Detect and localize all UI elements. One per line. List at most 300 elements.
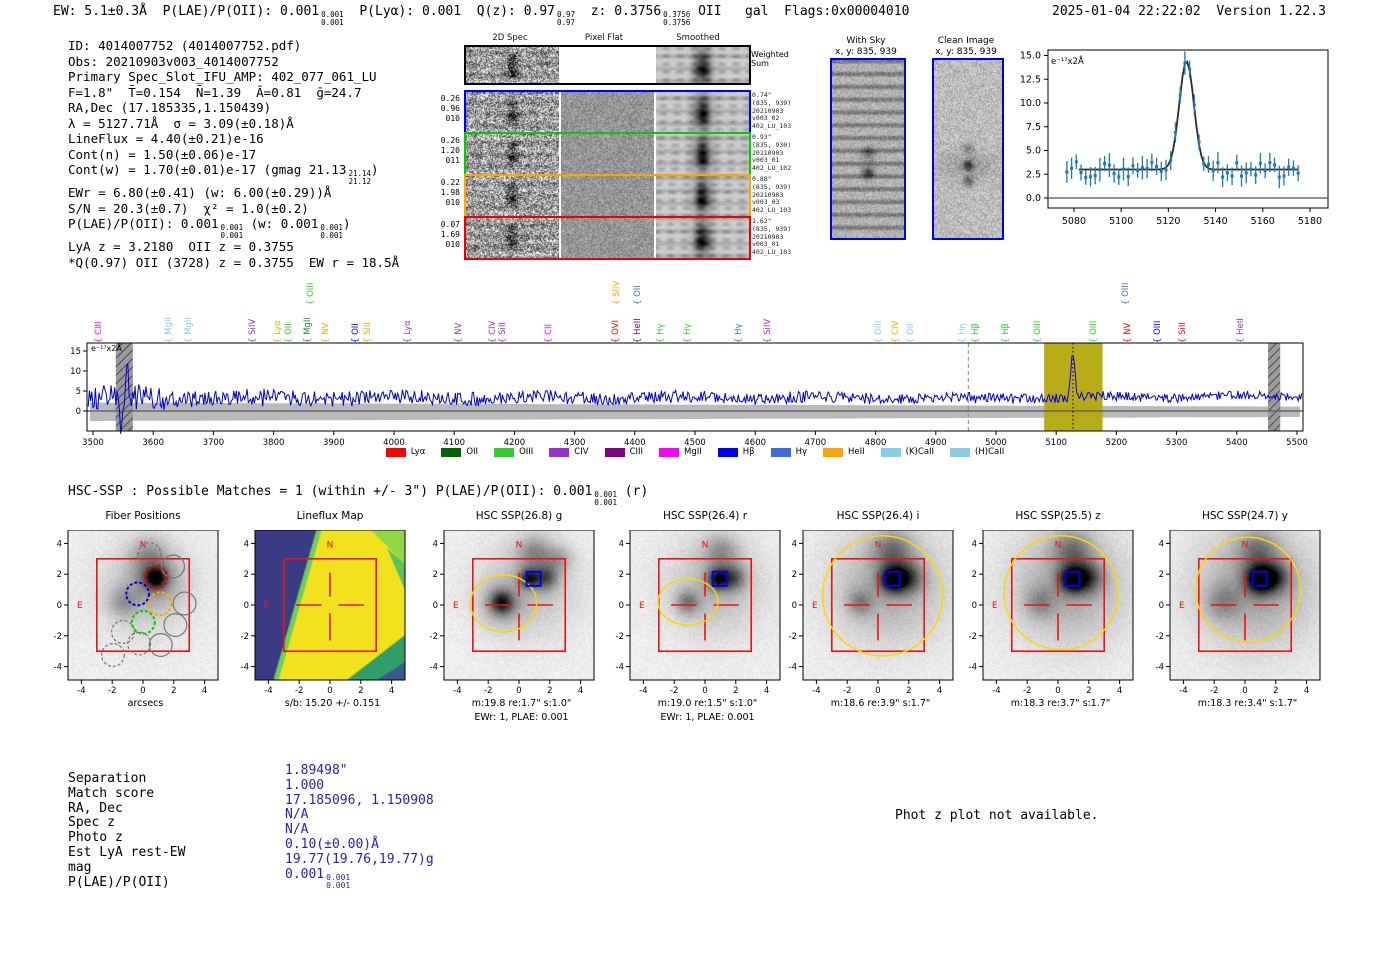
y-tick-label: 2 [618, 570, 624, 581]
y-tick-label: 4 [791, 539, 797, 550]
spectral-line-label: { OIII [1152, 320, 1163, 343]
data-point [1283, 174, 1286, 177]
compass-north: N [1241, 540, 1249, 551]
x-tick-label: -4 [264, 686, 273, 696]
compass-north: N [1054, 540, 1062, 551]
y-axis-unit: e⁻¹⁷x2Å [91, 344, 122, 353]
spec2d-strip [464, 132, 751, 176]
spectral-line-label: { CIII [94, 321, 105, 343]
data-point [1264, 169, 1267, 172]
spectral-line-label: { SiII [497, 322, 508, 343]
cleanimage-title: Clean Image x, y: 835, 939 [935, 36, 997, 57]
y-tick-label: 2 [432, 570, 438, 581]
y-tick-label: -4 [53, 662, 62, 673]
y-tick-label: 2.5 [1025, 169, 1041, 181]
lower-value: 21.12 [348, 176, 372, 186]
legend-swatch [494, 448, 514, 457]
upper-value: 0.001 [594, 490, 617, 499]
data-point [1089, 175, 1092, 178]
y-tick-label: -4 [788, 662, 797, 673]
y-tick-label: 5.0 [1025, 145, 1041, 157]
gaussian-fit-curve [1079, 62, 1299, 170]
strip-left-labels: 0.26 0.96 010 [440, 94, 460, 123]
data-point [1150, 161, 1153, 164]
match-row-value [285, 838, 434, 853]
spectral-line-label: { MgII [302, 317, 313, 343]
x-tick-label: 4200 [503, 438, 526, 448]
text-segment: F=1.8" T̄=0.154 N̄=1.39 Ā=0.81 ḡ=24.7 [68, 84, 362, 100]
data-point [1268, 161, 1271, 164]
strip-right-labels: 0.74" (835, 939) 20210903 v003_02 402_LU_103 [752, 91, 792, 131]
text-segment: S/N = 20.3(±0.7) χ² = 1.0(±0.2) [68, 200, 309, 216]
match-row-value [285, 808, 434, 823]
catalog-match-box [1253, 572, 1267, 586]
cutout-title: Lineflux Map [296, 510, 364, 522]
spectral-line-label: { MgII [163, 317, 174, 343]
y-tick-label: 0 [1158, 601, 1164, 611]
strip-pixelflat-image [561, 47, 654, 83]
x-tick-label: -2 [294, 686, 304, 696]
legend-item [823, 447, 865, 457]
x-tick-label: -4 [992, 686, 1001, 696]
info-line [68, 100, 399, 116]
data-point [1245, 171, 1248, 174]
strip-pixelflat-image [561, 218, 654, 258]
x-tick-label: -4 [453, 686, 462, 696]
y-tick-label: 4 [971, 539, 977, 550]
compass-north: N [874, 540, 882, 551]
text-segment: EWr = 6.80(±0.41) (w: 6.00(±0.29))Å [68, 185, 332, 200]
data-point [1165, 168, 1168, 171]
match-row-label: Spec z [68, 815, 115, 831]
x-tick-label: 2 [358, 686, 364, 696]
y-tick-label: 4 [1158, 539, 1164, 550]
data-point [1254, 174, 1257, 177]
stacked-uncertainty [320, 224, 343, 239]
x-tick-label: -4 [812, 686, 821, 696]
data-point [1179, 94, 1182, 97]
data-point [1193, 103, 1196, 106]
y-tick-label: 4 [243, 539, 249, 550]
x-tick-label: 4 [577, 686, 584, 696]
x-tick-label: 4 [201, 686, 208, 696]
spectral-line-label: { Lyα [272, 320, 283, 343]
x-tick-label: 4900 [924, 438, 947, 448]
x-tick-label: 5300 [1165, 438, 1188, 448]
cutout-panel [424, 510, 619, 725]
upper-value: 0.001 [321, 10, 344, 19]
match-row-value [285, 794, 434, 809]
spectral-line-label: { OIII [1033, 320, 1044, 343]
y-tick-label: 0.0 [1025, 193, 1041, 204]
stacked-uncertainty [348, 170, 371, 185]
strip-2dspec-image [466, 176, 559, 216]
text-segment: (r) [616, 484, 649, 499]
legend-swatch [386, 448, 406, 457]
y-tick-label: 2 [1158, 570, 1164, 581]
strip-right-labels: 0.88" (835, 939) 20210903 v003_03 402_LU_103 [752, 175, 792, 215]
y-axis-unit: e⁻¹⁷x2Å [1051, 57, 1084, 67]
data-point [1141, 166, 1144, 169]
spectral-line-label: { SiIV [248, 318, 259, 343]
spectral-line-label: { OII [906, 323, 917, 343]
fiber-circle [132, 611, 155, 634]
x-tick-label: 0 [875, 686, 881, 696]
x-tick-label: -2 [842, 686, 852, 696]
spectral-line-label: { CIV [487, 320, 498, 343]
legend-swatch [441, 448, 461, 457]
cutout-title: HSC SSP(26.4) r [662, 510, 748, 522]
x-tick-label: 0 [327, 686, 333, 696]
spectral-line-label: { NV [1122, 322, 1133, 343]
legend-item [494, 447, 533, 457]
x-tick-label: 5100 [1045, 438, 1068, 448]
x-tick-label: -4 [639, 686, 648, 696]
text-segment: 0.001 [285, 866, 325, 882]
cutout-panel [783, 510, 978, 725]
strip-left-labels: 0.26 1.20 011 [440, 136, 460, 165]
y-tick-label: -2 [788, 631, 797, 642]
x-tick-label: 0 [1242, 686, 1248, 696]
x-tick-label: 5180 [1297, 216, 1323, 227]
catalog-match-box [713, 572, 727, 586]
match-table-labels [68, 772, 185, 890]
legend-item [386, 447, 426, 457]
y-tick-label: -4 [429, 662, 438, 673]
spectral-line-label: { Hγ [655, 323, 666, 343]
data-point [1202, 162, 1205, 165]
info-line [68, 69, 399, 85]
spectral-line-label: { CIV [891, 320, 902, 343]
data-point [1155, 165, 1158, 168]
text-segment: P(LAE)/P(OII): 0.001 [68, 216, 219, 231]
fiber-circle [145, 566, 168, 589]
fiber-circle-gray [102, 644, 125, 667]
compass-east: E [812, 601, 818, 612]
x-tick-label: 2 [1273, 686, 1279, 696]
data-point [1103, 162, 1106, 165]
legend-swatch [659, 448, 679, 457]
lower-value: 0.001 [594, 497, 617, 507]
legend-label: CIV [574, 447, 589, 457]
catalog-match-box [1066, 572, 1080, 586]
x-tick-label: 2 [906, 686, 912, 696]
text-segment: OII gal Flags:0x00004010 [690, 4, 910, 19]
text-segment: 19.77(19.76,19.77)g [285, 851, 434, 867]
x-tick-label: 4700 [804, 438, 827, 448]
cutout-panel [1150, 510, 1345, 725]
data-point [1292, 167, 1295, 170]
spectral-line-label: { Hβ [971, 323, 982, 343]
data-point [1297, 172, 1300, 175]
match-row-label: Separation [68, 771, 147, 786]
text-segment: P(Lyα): 0.001 Q(z): 0.97 [343, 4, 556, 19]
strip-2dspec-image [466, 47, 559, 83]
lower-value: 0.97 [557, 17, 576, 27]
x-tick-label: 2 [733, 686, 739, 696]
upper-value: 0.001 [220, 223, 244, 232]
text-segment: LyA z = 3.2180 OII z = 0.3755 [68, 239, 294, 254]
spec2d-strip [464, 45, 751, 85]
spectral-line-label: { SiII [363, 322, 374, 343]
strip-smoothed-image [656, 92, 749, 132]
legend-swatch [950, 448, 970, 457]
info-line [68, 147, 399, 163]
spectral-line-label: { Hη [957, 323, 968, 343]
legend-item [659, 447, 702, 457]
data-point [1146, 167, 1149, 170]
match-row-label: mag [68, 859, 92, 875]
spectral-line-label: { HeII [1236, 318, 1247, 343]
text-segment: N/A [285, 822, 309, 838]
y-tick-label: 0 [618, 601, 624, 611]
x-tick-label: 2 [171, 686, 177, 696]
y-tick-label: -2 [968, 631, 977, 642]
spectral-line-label: { OVI [611, 320, 622, 343]
info-line [68, 185, 399, 201]
info-line [68, 38, 399, 54]
x-tick-label: 3500 [82, 438, 104, 448]
info-line [68, 216, 399, 239]
legend-label: Hγ [795, 447, 808, 457]
catalog-aperture-ellipse [658, 579, 718, 625]
legend-item [771, 447, 807, 457]
text-segment: 1.000 [285, 777, 325, 793]
x-tick-label: 4600 [744, 438, 767, 448]
upper-value: 0.3756 [663, 10, 691, 19]
cutout-overlay [48, 530, 243, 700]
data-point [1249, 168, 1252, 171]
upper-value: 21.14 [348, 169, 372, 178]
y-tick-label: 0 [432, 601, 438, 611]
spectral-line-label: { OIII [305, 282, 316, 305]
data-point [1278, 175, 1281, 178]
cutout-title: Fiber Positions [105, 510, 181, 522]
y-tick-label: -4 [615, 662, 624, 673]
data-point [1226, 171, 1229, 174]
x-tick-label: 2 [1086, 686, 1092, 696]
data-point [1160, 170, 1163, 173]
y-tick-label: 2 [791, 570, 797, 581]
y-tick-label: 4 [432, 539, 438, 550]
spectral-line-label: { OII [351, 323, 362, 343]
legend-swatch [823, 448, 843, 457]
match-row-value [285, 823, 434, 838]
match-row-label: P(LAE)/P(OII) [68, 874, 170, 890]
cutout-panel [963, 510, 1158, 725]
data-point [1169, 159, 1172, 162]
data-point [1108, 164, 1111, 167]
cutout-overlay [610, 530, 805, 700]
upper-value: 0.001 [320, 223, 343, 232]
compass-east: E [1179, 601, 1185, 612]
fiber-circle-gray [112, 621, 135, 644]
spectral-line-label: { Lyα [402, 320, 413, 343]
strip-right-labels: 1.62" (835, 939) 20210903 v003_01 402_LU_103 [752, 217, 792, 257]
legend-label: Lyα [410, 447, 426, 457]
withsky-title: With Sky x, y: 835, 939 [835, 36, 897, 57]
spectral-line-label: { MgII [183, 317, 194, 343]
legend-label: HeII [848, 447, 865, 457]
detection-info-block [68, 38, 399, 270]
cutout-caption: m:18.3 re:3.4" s:1.7" [1197, 698, 1298, 709]
legend-label: MgII [684, 447, 702, 457]
catalog-aperture-ellipse [1004, 536, 1118, 650]
y-tick-label: 2 [243, 570, 249, 581]
legend-swatch [718, 448, 738, 457]
y-tick-label: 5 [75, 387, 81, 397]
spectral-line-label: { HeII [632, 318, 643, 343]
fiber-circle-gray [164, 614, 187, 637]
x-tick-label: 0 [702, 686, 708, 696]
hsc-match-heading [68, 484, 648, 506]
lower-value: 0.001 [326, 880, 351, 890]
fiber-circle [126, 583, 149, 606]
spectral-line-label: { SiIV [762, 318, 773, 343]
x-tick-label: -2 [1022, 686, 1032, 696]
data-point [1174, 131, 1177, 134]
x-tick-label: 4 [936, 686, 943, 696]
spectral-line-label: { Hγ [682, 323, 693, 343]
legend-item [718, 447, 755, 457]
match-row-value [285, 764, 434, 779]
info-line [68, 116, 399, 132]
spectral-line-label: { Hγ [733, 323, 744, 343]
x-tick-label: 3600 [142, 438, 165, 448]
x-tick-label: 4 [1116, 686, 1123, 696]
y-tick-label: 0 [56, 601, 62, 611]
weighted-label-2: Sum [751, 59, 769, 68]
legend-label: OIII [519, 447, 534, 457]
y-tick-label: -2 [53, 631, 62, 642]
y-tick-label: -4 [1155, 662, 1164, 673]
x-tick-label: 4100 [443, 438, 466, 448]
text-segment: LineFlux = 4.40(±0.21)e-16 [68, 131, 264, 146]
hatched-band-pattern [116, 343, 133, 431]
compass-east: E [992, 601, 998, 612]
y-tick-label: 0 [75, 407, 81, 417]
data-point [1070, 167, 1073, 170]
text-segment: (w: 0.001 [243, 216, 319, 231]
match-row-value [285, 779, 434, 794]
strip-smoothed-image [656, 176, 749, 216]
compass-north: N [326, 540, 334, 551]
spectral-line-label: { NV [454, 322, 465, 343]
match-row-label: RA, Dec [68, 800, 123, 816]
withsky-image [830, 58, 906, 240]
hatched-band-pattern [1268, 343, 1280, 431]
data-point [1098, 168, 1101, 171]
data-point [1122, 168, 1125, 171]
text-segment: 1.89498" [285, 763, 348, 778]
x-tick-label: -2 [1209, 686, 1219, 696]
compass-east: E [639, 601, 645, 612]
data-point [1136, 169, 1139, 172]
cutout-panel [610, 510, 805, 725]
match-row-value [285, 853, 434, 868]
x-tick-label: 3800 [262, 438, 285, 448]
y-tick-label: -2 [240, 631, 249, 642]
data-point [1080, 171, 1083, 174]
y-tick-label: 4 [56, 539, 62, 550]
strip-smoothed-image [656, 134, 749, 174]
compass-north: N [515, 540, 523, 551]
legend-swatch [771, 448, 791, 457]
spectral-line-label: { OII [633, 285, 644, 305]
text-segment: λ = 5127.71Å σ = 3.09(±0.18)Å [68, 115, 294, 131]
spectral-line-label: { OIII [1089, 320, 1100, 343]
cutout-title: HSC SSP(25.5) z [1015, 510, 1101, 522]
y-tick-label: 15.0 [1019, 50, 1041, 62]
x-tick-label: 4 [763, 686, 770, 696]
legend-item [441, 447, 478, 457]
info-line [68, 239, 399, 255]
spec2d-strip [464, 90, 751, 134]
cutout-frame [255, 530, 405, 680]
stacked-uncertainty [557, 11, 575, 26]
data-point [1259, 162, 1262, 165]
spectral-line-label: { SiIV [611, 280, 622, 305]
match-row-label: Photo z [68, 830, 123, 846]
strip-right-labels: 0.93" (835, 930) 20210903 v003_01 402_LU_102 [752, 133, 792, 173]
x-tick-label: 4400 [623, 438, 646, 448]
lower-value: 0.001 [321, 17, 344, 27]
text-segment: 0.10(±0.00)Å [285, 836, 379, 852]
fiber-circle [149, 592, 172, 615]
compass-east: E [453, 601, 459, 612]
cutout-overlay [783, 530, 978, 700]
catalog-match-box [527, 572, 541, 586]
info-line [68, 201, 399, 217]
x-tick-label: 5500 [1286, 438, 1308, 448]
emission-line-zoom-plot [1010, 40, 1355, 240]
weighted-sum-label [751, 50, 789, 68]
y-tick-label: 0 [791, 601, 797, 611]
lower-value: 0.3756 [663, 17, 691, 27]
data-point [1094, 174, 1097, 177]
stacked-uncertainty [326, 874, 350, 890]
cutout-overlay [424, 530, 619, 700]
error-band [90, 403, 1300, 421]
cutout-caption-2: EWr: 1, PLAE: 0.001 [660, 712, 755, 723]
data-point [1273, 163, 1276, 166]
strip-pixelflat-image [561, 134, 654, 174]
y-tick-label: 15 [70, 347, 81, 357]
y-tick-label: 4 [618, 539, 624, 550]
x-tick-label: 5120 [1156, 216, 1181, 227]
data-point [1231, 175, 1234, 178]
x-tick-label: 4000 [383, 438, 405, 448]
match-table-values [285, 764, 434, 890]
legend-swatch [605, 448, 625, 457]
data-point [1117, 175, 1120, 178]
stacked-uncertainty [221, 224, 244, 239]
x-tick-label: 5140 [1203, 216, 1228, 227]
photz-note: Phot z plot not available. [895, 808, 1099, 823]
spectral-line-label: { OII [283, 323, 294, 343]
text-segment: Primary Spec_Slot_IFU_AMP: 402_077_061_LU [68, 69, 377, 84]
data-point [1212, 169, 1215, 172]
strip-smoothed-image [656, 47, 749, 83]
legend-item [549, 447, 588, 457]
text-segment: ID: 4014007752 (4014007752.pdf) [68, 38, 302, 53]
strip-smoothed-image [656, 218, 749, 258]
cutout-panel [48, 510, 243, 725]
cutout-title: HSC SSP(26.4) i [836, 510, 920, 522]
x-tick-label: -2 [669, 686, 679, 696]
fiber-circle-gray [173, 592, 196, 615]
text-segment: 17.185096, 1.150908 [285, 792, 434, 808]
